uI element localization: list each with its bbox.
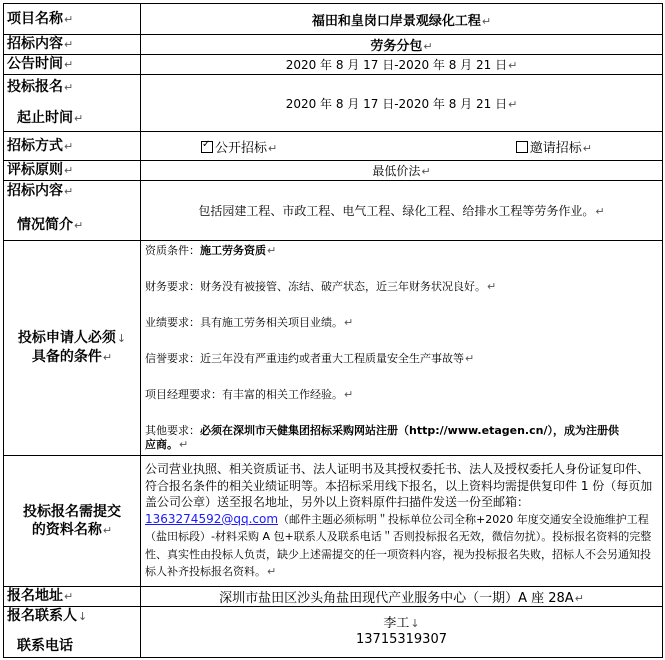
contact-name: 李工↓ [383, 616, 420, 631]
bid-method-label: 招标方式↵ [4, 132, 141, 161]
contact-label: 报名联系人↓ 联系电话 [4, 607, 141, 658]
row-bid-content [4, 35, 663, 55]
row-project-name [4, 4, 663, 35]
address-value: 深圳市盐田区沙头角盐田现代产业服务中心（一期）A 座 28A↵ [141, 587, 663, 607]
registration-period-label: 投标报名↵ 起止时间↵ [4, 75, 141, 132]
documents-label: 投标报名需提交 的资料名称↵ [4, 456, 141, 587]
row-documents [4, 456, 663, 587]
row-requirements [4, 241, 663, 456]
announce-time-value: 2020 年 8 月 17 日-2020 年 8 月 21 日↵ [141, 55, 663, 75]
project-name-value: 福田和皇岗口岸景观绿化工程↵ [141, 4, 663, 35]
row-address [4, 587, 663, 607]
manager-line: 项目经理要求：有丰富的相关工作经验。↵ [145, 388, 354, 401]
row-bid-method [4, 132, 663, 161]
other-requirement-line-2: 应商。↵ [145, 438, 189, 451]
qualification-line: 资质条件：施工劳务资质↵ [145, 244, 277, 257]
unchecked-box-icon [516, 141, 528, 153]
project-name-label: 项目名称↵ [4, 4, 141, 35]
row-contact [4, 607, 663, 658]
row-summary [4, 181, 663, 241]
requirements-label: 投标申请人必须↓ 具备的条件↵ [4, 241, 141, 456]
summary-label: 招标内容↵ 情况简介↵ [4, 181, 141, 241]
announce-time-label: 公告时间↵ [4, 55, 141, 75]
requirements-value [141, 241, 663, 456]
performance-line: 业绩要求：具有施工劳务相关项目业绩。↵ [145, 316, 354, 329]
checked-box-icon [201, 141, 213, 153]
documents-value: 公司营业执照、相关资质证书、法人证明书及其授权委托书、法人及授权委托人身份证复印件、符合报名条件的相关业绩证明等。本招标采用线下报名，以上资料均需提供复印件 1 份（每页加盖公司公章）送至报名地址，另外以上资料原件扫描件发送一份至邮箱：1363274592@qq.com（邮件主题必须标明＂投标单位公司全称+2020 年度交通安全设施维护工程（盐田标段）-材料采购 A 包+联系人及联系电话＂否则投标报名无效，微信勿扰）。投标报名资料的完整性、真实性由投标人负责，缺少上述需提交的任一项资料内容，视为投标报名失败，招标人不会另通知投标人补齐投标报名资料。↵ [141, 456, 663, 587]
email-link[interactable]: 1363274592@qq.com [145, 511, 279, 526]
invite-bid-option: 邀请招标↵ [516, 137, 592, 156]
finance-line: 财务要求：财务没有被接管、冻结、破产状态，近三年财务状况良好。↵ [145, 280, 497, 293]
evaluation-value: 最低价法↵ [141, 161, 663, 181]
row-announce-time [4, 55, 663, 75]
tender-notice-table [3, 3, 663, 658]
bid-method-value [141, 132, 663, 161]
row-evaluation [4, 161, 663, 181]
bid-content-label: 招标内容↵ [4, 35, 141, 55]
credit-line: 信誉要求：近三年没有严重违约或者重大工程质量安全生产事故等↵ [145, 352, 475, 365]
registration-period-value: 2020 年 8 月 17 日-2020 年 8 月 21 日↵ [141, 75, 663, 132]
open-bid-option: ✓ 公开招标↵ [201, 137, 277, 156]
bid-content-value: 劳务分包↵ [141, 35, 663, 55]
contact-phone: 13715319307 [356, 632, 447, 647]
other-requirement-line: 其他要求：必须在深圳市天健集团招标采购网站注册（http://www.etagen.cn/），成为注册供 [145, 424, 619, 437]
evaluation-label: 评标原则↵ [4, 161, 141, 181]
summary-value: 包括园建工程、市政工程、电气工程、绿化工程、给排水工程等劳务作业。↵ [141, 181, 663, 241]
row-registration-period [4, 75, 663, 132]
contact-value [141, 607, 663, 658]
address-label: 报名地址↵ [4, 587, 141, 607]
